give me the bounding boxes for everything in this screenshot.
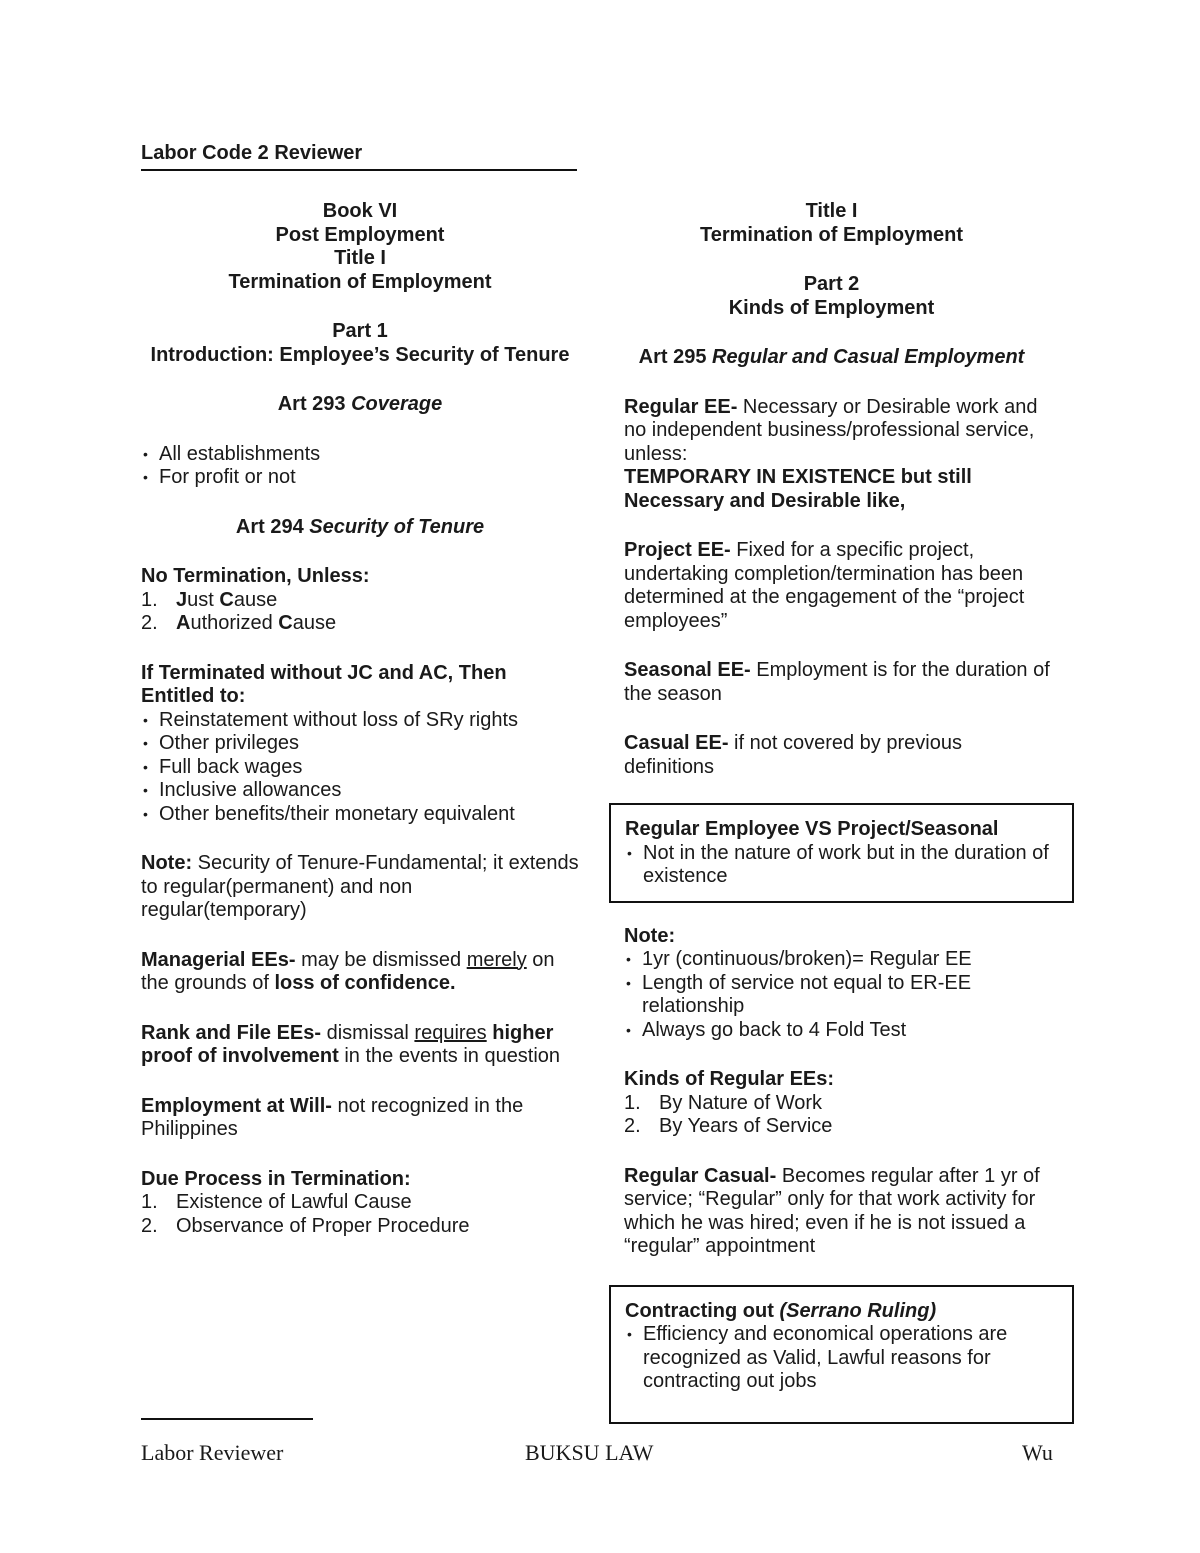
due-process-heading: Due Process in Termination: [141,1167,411,1190]
kinds-heading: Kinds of Regular EEs: [624,1068,835,1090]
footer-right: Wu [1022,1440,1053,1465]
regular-ee-paragraph: Regular EE- Necessary or Desirable work and no independent business/professional service, unless: TEMPORARY IN EXISTENCE but still Necessary and Desirable like, [624,395,1038,512]
list-item: 1. Existence of Lawful Cause [141,1191,412,1213]
casual-ee-paragraph: Casual EE- if not covered by previous definitions [624,732,962,778]
list-item: • Full back wages [141,756,579,780]
regular-vs-project-box: Regular Employee VS Project/Seasonal • Not in the nature of work but in the duration of existence [609,803,1074,903]
art294-heading: Art 294 Security of Tenure [235,515,485,538]
no-termination-heading: No Termination, Unless: [141,565,370,587]
note-heading: Note: [624,924,676,947]
list-item: 1. By Nature of Work [624,1091,823,1114]
list-item: • All establishments [141,443,579,467]
footer-left: Labor Reviewer [141,1440,284,1465]
left-column [141,200,579,1238]
right-column [624,200,1074,1424]
coverage-list [141,443,579,490]
note-list [624,948,1054,1042]
footer-center: BUKSU LAW [525,1440,654,1465]
list-item: • Reinstatement without loss of SRy rights [141,709,579,733]
list-item: • Not in the nature of work but in the duration of existence [625,842,1058,889]
art293-heading: Art 293 Coverage [277,393,443,415]
list-item: • For profit or not [141,466,579,490]
causes-list [141,589,579,636]
entitled-list [141,709,579,827]
title1-heading: Title I Termination of Employment [700,200,963,246]
due-process-list [141,1191,579,1238]
list-item: • Other privileges [141,732,579,756]
list-item: 2. Authorized Cause [141,612,337,634]
kinds-list [624,1092,1054,1139]
contracting-out-box: Contracting out (Serrano Ruling) • Efficiency and economical operations are recognized as Valid, Lawful reasons for contracting out jobs [609,1285,1074,1424]
rank-file-paragraph: Rank and File EEs- dismissal requires higher proof of involvement in the events in question [141,1021,561,1067]
list-item: • Other benefits/their monetary equivalent [141,803,579,827]
regular-casual-paragraph: Regular Casual- Becomes regular after 1 yr of service; “Regular” only for that work activity for which he was hired; even if he is not issued a “regular” appointment [624,1164,1040,1257]
list-item: • Length of service not equal to ER-EE relationship [624,972,1054,1019]
part1-heading: Part 1 Introduction: Employee’s Security of Tenure [150,320,570,366]
security-note: Note: Security of Tenure-Fundamental; it extends to regular(permanent) and non regular(temporary) [141,852,579,921]
list-item: • 1yr (continuous/broken)= Regular EE [624,948,1054,972]
list-item: 2. By Years of Service [624,1115,833,1137]
book-heading: Book VI Post Employment Title I Termination of Employment [228,200,492,293]
part2-heading: Part 2 Kinds of Employment [728,273,935,319]
art295-heading: Art 295 Regular and Casual Employment [638,346,1025,368]
list-item: • Inclusive allowances [141,779,579,803]
seasonal-ee-paragraph: Seasonal EE- Employment is for the duration of the season [624,659,1050,705]
list-item: • Always go back to 4 Fold Test [624,1019,1054,1043]
list-item: • Efficiency and economical operations are recognized as Valid, Lawful reasons for contracting out jobs [625,1323,1058,1394]
employment-at-will-paragraph: Employment at Will- not recognized in the Philippines [141,1094,524,1140]
project-ee-paragraph: Project EE- Fixed for a specific project, undertaking completion/termination has been determined at the engagement of the “project employees” [624,539,1025,632]
entitled-heading: If Terminated without JC and AC, Then Entitled to: [141,661,507,707]
page-header-title: Labor Code 2 Reviewer [141,142,577,171]
managerial-paragraph: Managerial EEs- may be dismissed merely on the grounds of loss of confidence. [141,948,555,994]
footer-rule [141,1418,313,1420]
list-item: 2. Observance of Proper Procedure [141,1214,470,1237]
list-item: 1. Just Cause [141,588,278,611]
